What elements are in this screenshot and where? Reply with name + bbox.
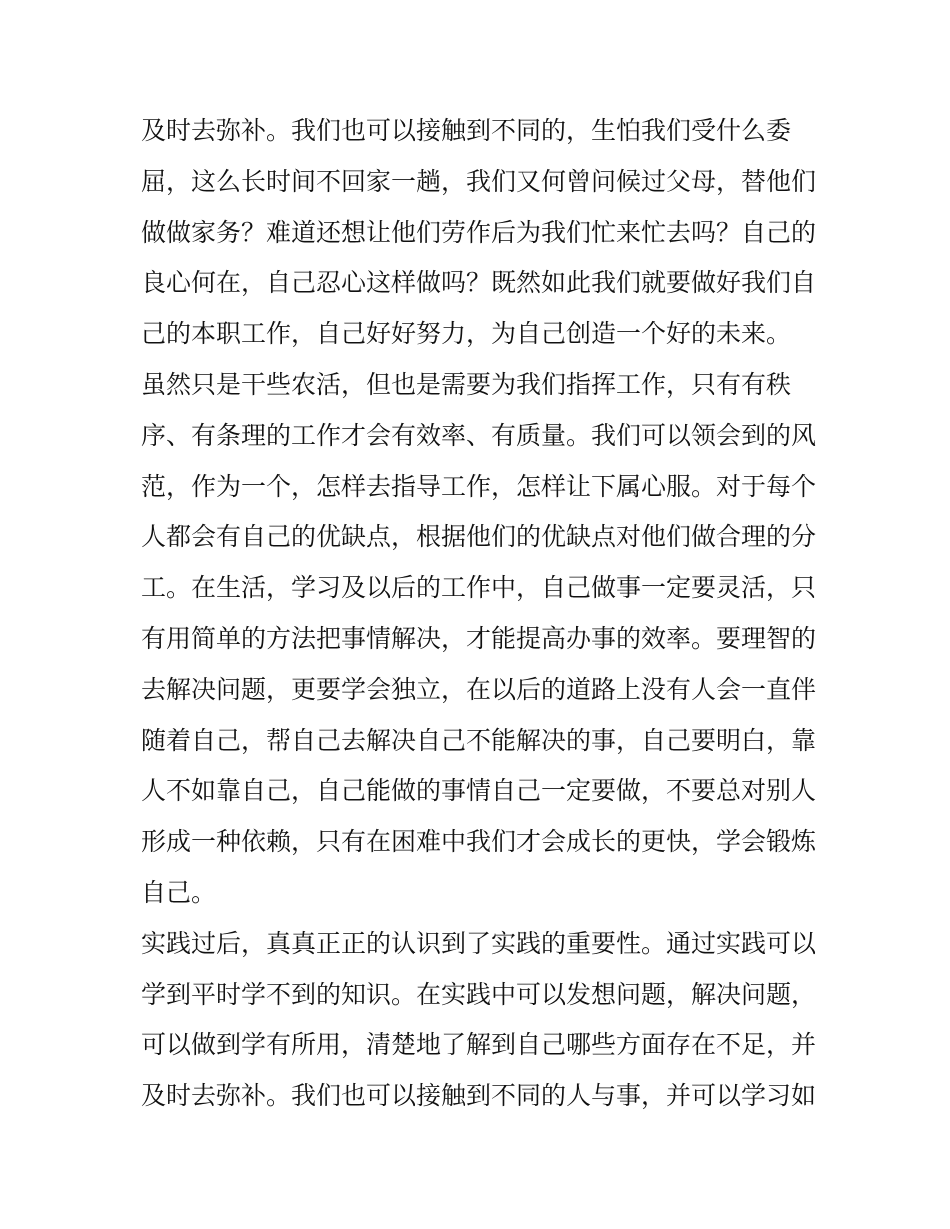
text-line: 人都会有自己的优缺点，根据他们的优缺点对他们做合理的分 bbox=[141, 522, 817, 552]
text-line: 有用简单的方法把事情解决，才能提高办事的效率。要理智的 bbox=[141, 623, 817, 653]
text-line: 良心何在，自己忍心这样做吗？既然如此我们就要做好我们自 bbox=[141, 268, 817, 298]
text-line: 自己。 bbox=[141, 877, 217, 907]
text-line: 实践过后，真真正正的认识到了实践的重要性。通过实践可以 bbox=[141, 928, 817, 958]
text-line: 随着自己，帮自己去解决自己不能解决的事，自己要明白，靠 bbox=[141, 725, 817, 755]
text-line: 做做家务？难道还想让他们劳作后为我们忙来忙去吗？自己的 bbox=[141, 217, 817, 247]
text-line: 及时去弥补。我们也可以接触到不同的，生怕我们受什么委 bbox=[141, 116, 792, 145]
text-line: 序、有条理的工作才会有效率、有质量。我们可以领会到的风 bbox=[141, 420, 817, 450]
text-line: 虽然只是干些农活，但也是需要为我们指挥工作，只有有秩 bbox=[141, 369, 792, 399]
text-line: 及时去弥补。我们也可以接触到不同的人与事，并可以学习如 bbox=[141, 1081, 817, 1111]
text-line: 工。在生活，学习及以后的工作中，自己做事一定要灵活，只 bbox=[141, 573, 817, 603]
text-line: 形成一种依赖，只有在困难中我们才会成长的更快，学会锻炼 bbox=[141, 827, 817, 857]
text-line: 人不如靠自己，自己能做的事情自己一定要做，不要总对别人 bbox=[141, 776, 817, 806]
text-line: 学到平时学不到的知识。在实践中可以发想问题，解决问题， bbox=[141, 979, 817, 1009]
body-text bbox=[141, 106, 821, 1122]
text-line: 去解决问题，更要学会独立，在以后的道路上没有人会一直伴 bbox=[141, 674, 817, 704]
text-line: 屈，这么长时间不回家一趟，我们又何曾问候过父母，替他们 bbox=[141, 166, 817, 196]
text-line: 己的本职工作，自己好好努力，为自己创造一个好的未来。 bbox=[141, 319, 792, 349]
text-line: 范，作为一个，怎样去指导工作，怎样让下属心服。对于每个 bbox=[141, 471, 817, 501]
text-line: 可以做到学有所用，清楚地了解到自己哪些方面存在不足，并 bbox=[141, 1030, 817, 1060]
